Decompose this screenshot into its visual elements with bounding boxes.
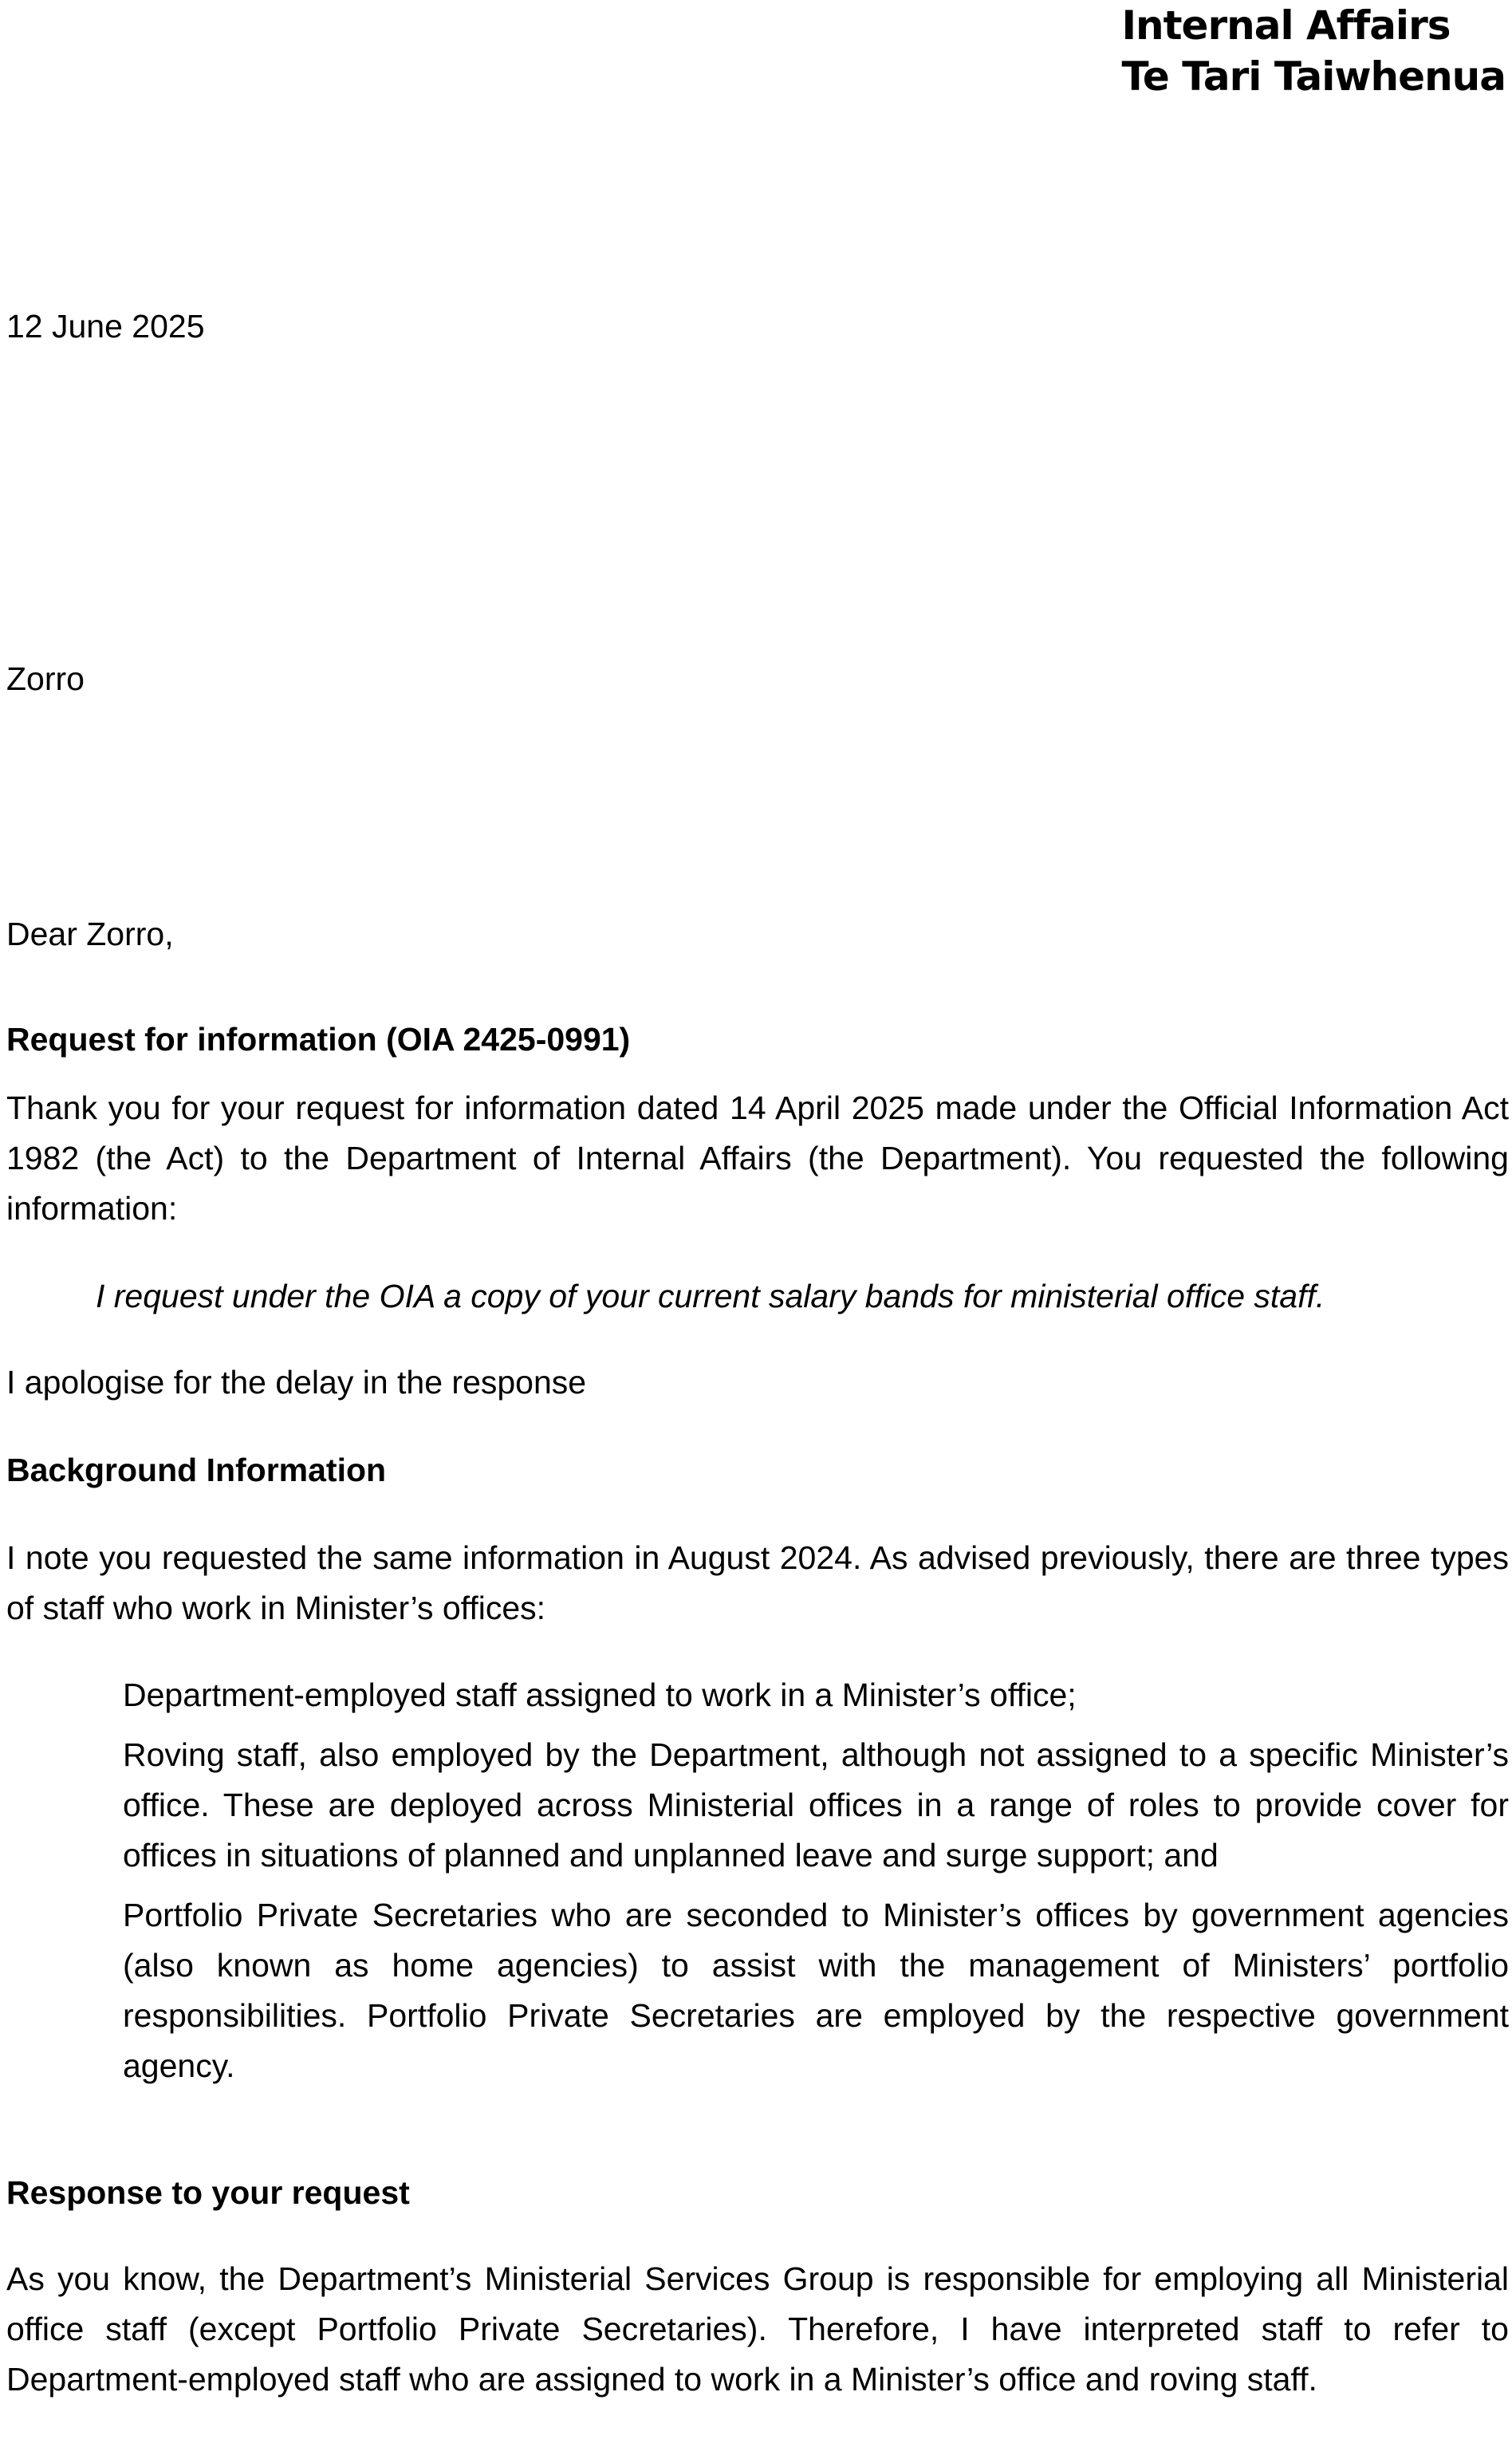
background-paragraph: I note you requested the same information in August 2024. As advised previously, there are three types of staff who work in Minister’s offices: [6,1539,1509,1626]
staff-types-list [123,1670,1509,2101]
response-paragraph: As you know, the Department’s Ministerial Services Group is responsible for employing all Ministerial office staff (except Portfolio Private Secretaries). Therefore, I have interpreted staff to refer to Department-employed staff who are assigned to work in a Minister’s office and roving staff. [6,2260,1509,2398]
quoted-request: I request under the OIA a copy of your current salary bands for ministerial office staff. [96,1278,1325,1314]
list-item: Portfolio Private Secretaries who are seconded to Minister’s offices by government agencies (also known as home agencies) to assist with the management of Ministers’ portfolio responsibilities. Portfolio Private Secretaries are employed by the respective government agency. [123,1897,1509,2084]
apology-paragraph: I apologise for the delay in the response [6,1364,587,1401]
department-logo [1121,0,1506,102]
response-heading: Response to your request [6,2174,410,2211]
list-item: Roving staff, also employed by the Department, although not assigned to a specific Minister’s office. These are deployed across Ministerial offices in a range of roles to provide cover for offices in situations of planned and unplanned leave and surge support; and [123,1736,1509,1874]
recipient-name: Zorro [6,660,85,697]
logo-line-english: Internal Affairs [1121,2,1451,49]
logo-line-maori: Te Tari Taiwhenua [1121,53,1506,100]
salutation: Dear Zorro, [6,916,174,952]
letter-date: 12 June 2025 [6,308,205,345]
subject-heading: Request for information (OIA 2425-0991) [6,1021,631,1058]
intro-paragraph: Thank you for your request for information dated 14 April 2025 made under the Official Information Act 1982 (the Act) to the Department of Internal Affairs (the Department). You requested the following information: [6,1090,1509,1227]
background-heading: Background Information [6,1452,387,1488]
list-item: Department-employed staff assigned to work in a Minister’s office; [123,1677,1077,1713]
